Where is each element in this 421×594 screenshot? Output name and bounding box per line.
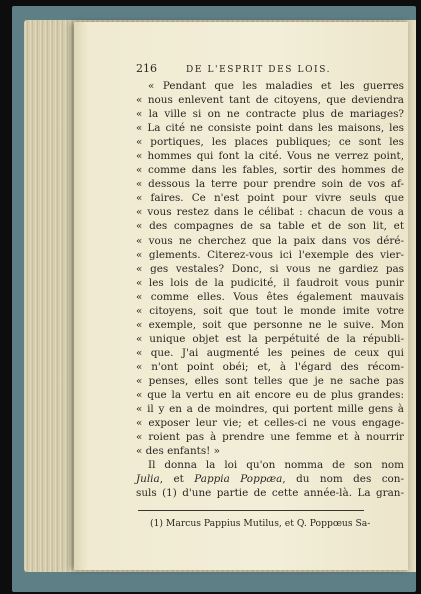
law-name-julia: Julia (136, 473, 160, 486)
text-line: « ges vestales? Donc, si vous ne gardiez pas (136, 262, 404, 275)
footnote: (1) Marcus Pappius Mutilus, et Q. Poppœus Sa- (150, 518, 371, 530)
text-line: « nous enlevent tant de citoyens, que deviendra (136, 94, 404, 107)
quote-block (136, 79, 404, 458)
text-line: « la ville si on ne contracte plus de mariages? (136, 108, 404, 121)
text-line: « glements. Citerez-vous ici l'exemple des vier- (136, 248, 404, 261)
law-name-pappia: Pappia Poppæa (194, 473, 283, 486)
text-line-with-italics (136, 472, 404, 486)
text-line: « il y en a de moindres, qui portent mille gens à (136, 403, 404, 416)
text-line: « des compagnes de sa table et de son lit, et (136, 220, 404, 233)
text-line: « faires. Ce n'est point pour vivre seuls que (136, 192, 404, 205)
text-line: Il donna la loi qu'on nomma de son nom (148, 459, 404, 472)
text-line: « exposer leur vie; et celles-ci ne vous engage- (136, 417, 404, 430)
text-line: « vous restez dans le célibat : chacun de vous a (136, 206, 404, 219)
text-fragment: , du nom des con- (282, 473, 405, 486)
text-line: « penses, elles sont telles que je ne sache pas (136, 374, 404, 387)
body-paragraph (136, 458, 404, 500)
footnote-rule (138, 510, 364, 511)
text-line: « unique objet est la perpétuité de la républi- (136, 332, 404, 345)
text-line: « Pendant que les maladies et les guerres (148, 80, 404, 92)
text-line: « des enfants! » (136, 445, 221, 458)
text-line: « hommes qui font la cité. Vous ne verrez point, (136, 150, 404, 163)
text-line: « roient pas à prendre une femme et à nourrir (136, 431, 404, 444)
text-line: « n'ont point obéi; et, à l'égard des récom- (136, 360, 404, 373)
text-line: « dessous la terre pour prendre soin de vos af- (136, 178, 404, 191)
text-line: « les lois de la pudicité, il faudroit vous punir (136, 276, 404, 289)
running-head: DE L'ESPRIT DES LOIS. (186, 65, 332, 75)
page-header (136, 62, 404, 78)
text-line: « que. J'ai augmenté les peines de ceux qui (136, 346, 404, 359)
text-line: « portiques, les places publiques; ce sont les (136, 136, 404, 149)
text-line: « que la vertu en ait encore eu de plus grandes: (136, 389, 404, 402)
page-number: 216 (136, 62, 157, 75)
text-line: « La cité ne consiste point dans les maisons, les (136, 122, 404, 135)
text-line: « vous ne cherchez que la paix dans vos déré- (136, 234, 404, 247)
text-line: suls (1) d'une partie de cette année-là. La gran- (136, 487, 404, 500)
text-fragment: , et (159, 473, 195, 486)
text-line: « citoyens, soit que tout le monde imite votre (136, 304, 404, 317)
text-line: « comme elles. Vous êtes également mauvais (136, 290, 404, 303)
page-text (136, 62, 404, 530)
text-line: « exemple, soit que personne ne le suive. Mon (136, 318, 404, 331)
text-line: « comme dans les fables, sortir des hommes de (136, 164, 404, 177)
